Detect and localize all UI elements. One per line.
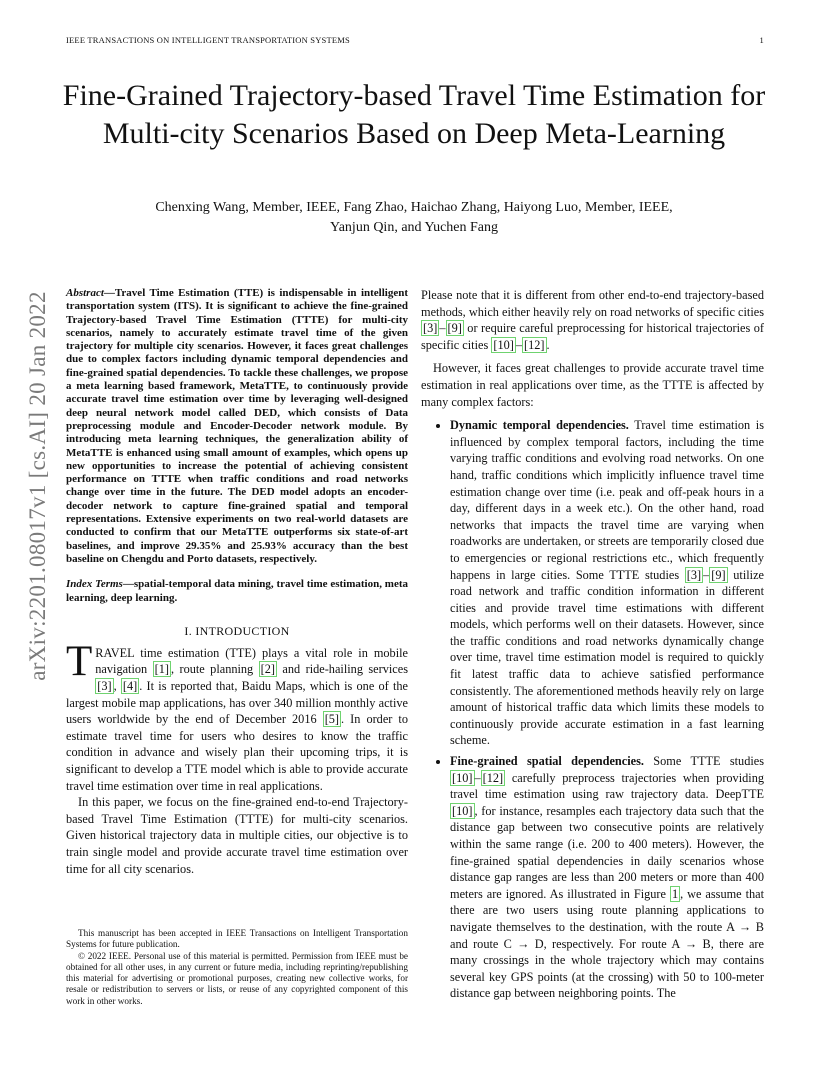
intro-paragraph-1: [66, 637, 409, 794]
citation-link[interactable]: [9]: [711, 567, 726, 582]
left-column: [66, 287, 408, 877]
abstract-text: —Travel Time Estimation (TTE) is indispensable in intelligent transportation system (ITS). It is significant to achieve the fine-grained Trajectory-based Travel Time Estimation (TTTE) for multi-city scenarios, namely to accurately estimate travel time of the given trajectory for multiple city scenarios. However, it faces great challenges due to complex factors including dynamic temporal dependencies and fine-grained spatial dependencies. To tackle these challenges, we propose a meta learning based framework, MetaTTE, to continuously provide accurate travel time estimation over time by leveraging well-designed deep neural network model called DED, which consists of Data preprocessing module and Encoder-Decoder network module. By introducing meta learning techniques, the generalization ability of MetaTTE is enhanced using small amount of examples, which opens up new opportunities to increase the potential of achieving consistent performance on TTTE when traffic conditions and road networks change over time in the future. The DED model adopts an encoder-decoder network to capture fine-grained spatial and temporal representations. Extensive experiments on two real-world datasets are conducted to confirm that our MetaTTE outperforms six state-of-art baselines, and improve 29.35% and 25.93% accuracy than the best baseline on Chengdu and Porto datasets, respectively.: [66, 287, 408, 565]
citation-link[interactable]: [10]: [452, 770, 473, 785]
footnote-copyright: © 2022 IEEE. Personal use of this material is permitted. Permission from IEEE must be obtained for all other uses, in any current or future media, including reprinting/republishing this material for advertising or promotional purposes, creating new collective works, for resale or redistribution to servers or lists, or reuse of any copyrighted component of this work in other works.: [66, 950, 408, 1006]
right-paragraph-1: [421, 287, 764, 353]
text-run: –: [515, 337, 522, 352]
text-run: RAVEL time estimation (TTE) plays a vital role in mobile navigation: [95, 645, 408, 677]
paper-title: Fine-Grained Trajectory-based Travel Time Estimation for Multi-city Scenarios Based on Deep Meta-Learning: [62, 79, 766, 150]
list-item: [450, 753, 764, 1002]
intro-paragraph-2: In this paper, we focus on the fine-grained end-to-end Trajectory-based Travel Time Estimation (TTTE) for multi-city scenarios. Given historical trajectory data in multiple cities, our objective is to train single model and provide accurate travel time estimation over time for all city scenarios.: [66, 795, 408, 876]
arxiv-id: arXiv:2201.08017v1 [cs.AI] 20 Jan 2022: [25, 291, 50, 681]
index-terms-label: Index Terms: [66, 578, 123, 591]
author-line-2: Yanjun Qin, and Yuchen Fang: [330, 220, 498, 235]
citation-link[interactable]: [3]: [686, 567, 702, 582]
text-run: and ride-hailing services: [276, 662, 408, 677]
text-run: ,: [113, 679, 121, 694]
index-terms-text: —spatial-temporal data mining, travel time estimation, meta learning, deep learning.: [66, 578, 409, 604]
citation-link[interactable]: [1]: [154, 662, 169, 677]
index-terms: [66, 578, 408, 605]
author-list: [60, 198, 768, 238]
citation-link[interactable]: [3]: [97, 679, 112, 694]
citation-link[interactable]: [10]: [493, 337, 514, 352]
text-run: –: [703, 567, 710, 582]
text-run: , we assume that there are two users using route planning applications to navigate themselves to the destination, with the route A → B and route C → D, respectively. For route A → B, there are many crossings in the whole trajectory which may contains several key GPS points (at the crossing) with 50 to 100-meter distance gap between neighboring points. The: [450, 886, 765, 1001]
footnote: [66, 928, 408, 1007]
text-run: , for instance, resamples each trajectory data such that the distance gap between two consecutive points are relatively within the same range (i.e. 200 to 400 meters). However, the fine-grained spatial dependencies in daily scenarios whose distance gap ranges are less than 200 meters or more than 400 meters are ignored. As illustrated in Figure: [450, 803, 764, 901]
text-run: carefully preprocess trajectories when providing travel time estimation using raw trajectory data. DeepTTE: [450, 770, 764, 802]
text-run: –: [474, 770, 481, 785]
list-item: [450, 417, 764, 749]
text-run: , route planning: [170, 662, 259, 677]
list-item-title: Fine-grained spatial dependencies.: [450, 754, 644, 769]
author-line-1: Chenxing Wang, Member, IEEE, Fang Zhao, Haichao Zhang, Haiyong Luo, Member, IEEE,: [155, 200, 673, 215]
abstract: [66, 287, 408, 566]
citation-link[interactable]: [12]: [482, 770, 504, 785]
text-run: . In order to estimate travel time for users who desires to know the traffic condition in advance and wisely plan their upcoming trips, it is significant to develop a TTE model which is able to provide accurate travel time estimation over time in real applications.: [66, 712, 409, 793]
right-column: [421, 287, 764, 1006]
challenge-list: [421, 417, 764, 1002]
dropcap: T: [66, 637, 93, 685]
text-run: Please note that it is different from other end-to-end trajectory-based methods, which either heavily rely on road networks of specific cities: [421, 288, 764, 319]
citation-link[interactable]: [3]: [423, 321, 438, 336]
figure-link[interactable]: 1: [671, 886, 679, 901]
text-run: –: [439, 321, 446, 336]
text-run: . It is reported that, Baidu Maps, which is one of the largest mobile map applications, has over 340 million monthly active users worldwide by the end of December 2016: [66, 679, 408, 727]
page-number: 1: [759, 35, 764, 45]
list-item-title: Dynamic temporal dependencies.: [450, 418, 629, 433]
citation-link[interactable]: [9]: [447, 321, 462, 336]
right-paragraph-2: However, it faces great challenges to provide accurate travel time estimation in real applications over time, as the TTTE is affected by many complex factors:: [421, 361, 764, 409]
citation-link[interactable]: [2]: [260, 662, 275, 677]
abstract-label: Abstract: [66, 287, 104, 299]
journal-name: IEEE TRANSACTIONS ON INTELLIGENT TRANSPORTATION SYSTEMS: [66, 35, 350, 45]
section-heading: I. INTRODUCTION: [184, 623, 290, 638]
text-run: Some TTTE studies: [643, 754, 765, 769]
citation-link[interactable]: [5]: [324, 712, 340, 727]
arxiv-stamp: [18, 291, 58, 681]
citation-link[interactable]: [4]: [122, 679, 138, 694]
text-run: .: [546, 337, 550, 352]
text-run: utilize road network and traffic condition information in different cities and provide travel time estimations with different models, which performs well on their datasets. However, since the traffic conditions and road networks dynamically change over time, travel time estimation model is required to quickly fit latest traffic data to achieve satisfied performance consistently. The aforementioned methods heavily rely on large amount of historical traffic data which limits these models to continuously provide accurate estimation in a fast learning scheme.: [450, 567, 764, 748]
running-header: [66, 35, 764, 45]
citation-link[interactable]: [10]: [452, 803, 473, 818]
citation-link[interactable]: [12]: [524, 337, 545, 352]
text-run: or require careful preprocessing for historical trajectories of specific cities: [421, 321, 764, 352]
footnote-acceptance: This manuscript has been accepted in IEEE Transactions on Intelligent Transportation Systems for future publication.: [66, 928, 408, 950]
text-run: Travel time estimation is influenced by complex temporal factors, including the time varying traffic conditions and evolving road networks. On one hand, traffic conditions which implicitly influence travel time estimation change over time (i.e. peak and off-peak hours in a day, different days in a week etc.). On the other hand, road networks that impacts the travel time are varying when roadworks are undertaken, or streets are temporarily closed due to emergencies or regional restrictions etc., which frequently happens in large cities. Some TTTE studies: [450, 418, 764, 582]
